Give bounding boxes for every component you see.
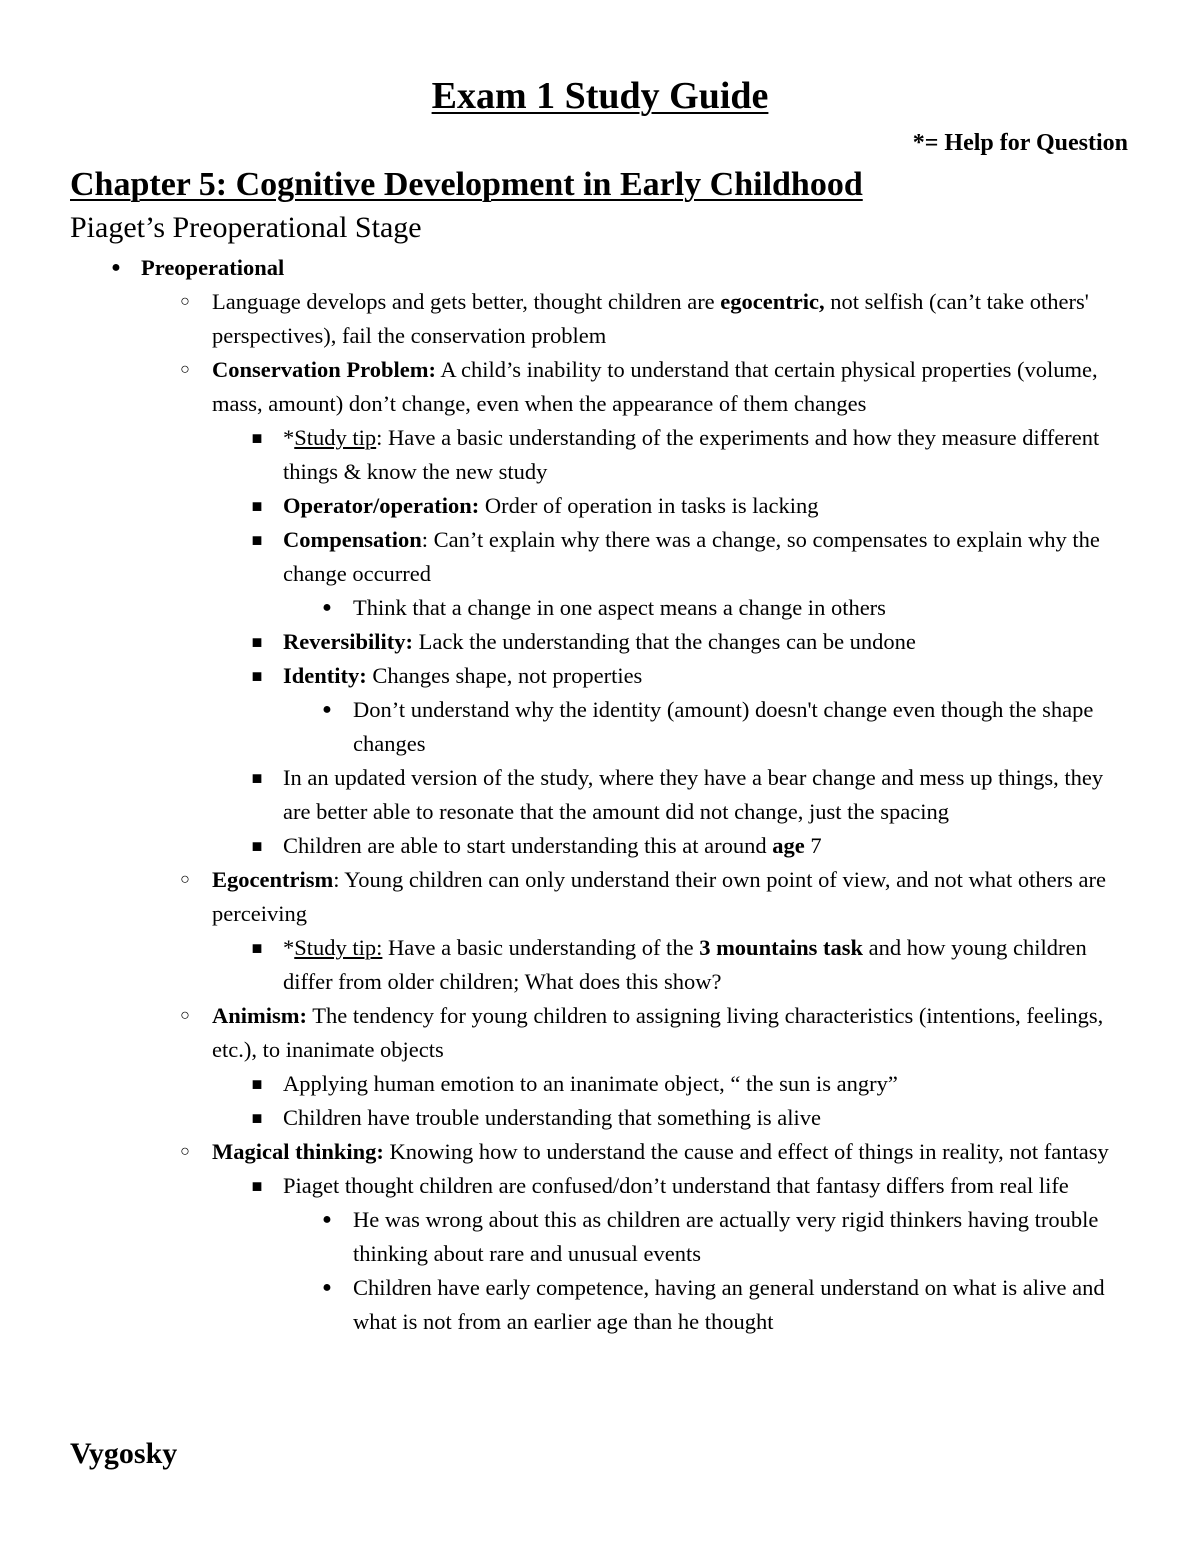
filled-square-bullet-icon: ■ xyxy=(251,666,263,686)
outline-item-text: Conservation Problem: xyxy=(212,357,436,382)
hollow-circle-bullet-icon: ○ xyxy=(180,293,190,310)
outline-item-text: Compensation xyxy=(283,527,422,552)
outline-item-text: and how young children differ from older children; What does this show? xyxy=(283,935,1087,994)
outline-list xyxy=(0,251,1200,1339)
outline-item-text: Operator/operation: xyxy=(283,493,480,518)
outline-item-text: Study tip xyxy=(294,425,377,450)
outline-item-text: not selfish (can’t take others' perspectives), fail the conservation problem xyxy=(212,289,1089,348)
footer-heading: Vygosky xyxy=(70,1437,178,1470)
filled-square-bullet-icon: ■ xyxy=(251,428,263,448)
filled-circle-bullet-icon: ● xyxy=(322,1279,332,1296)
outline-item-text: Animism: xyxy=(212,1003,307,1028)
outline-item xyxy=(0,625,1200,659)
outline-item-text: Order of operation in tasks is lacking xyxy=(479,493,819,518)
document-title: Exam 1 Study Guide xyxy=(431,75,769,117)
outline-item-text: * xyxy=(283,425,295,450)
filled-square-bullet-icon: ■ xyxy=(251,1176,263,1196)
outline-item xyxy=(0,1101,1200,1135)
filled-square-bullet-icon: ■ xyxy=(251,1108,263,1128)
outline-item xyxy=(0,1169,1200,1203)
outline-item xyxy=(0,761,1200,829)
outline-item-text: : Have a basic understanding of the experiments and how they measure different things & know the new study xyxy=(283,425,1100,484)
outline-item xyxy=(0,999,1200,1067)
outline-item xyxy=(0,659,1200,693)
outline-item-text: Children are able to start understanding this at around xyxy=(283,833,773,858)
outline-item xyxy=(0,489,1200,523)
outline-item-text: Changes shape, not properties xyxy=(366,663,643,688)
outline-item-text: Study tip: xyxy=(294,935,383,960)
outline-item-text: * xyxy=(283,935,295,960)
outline-item xyxy=(0,421,1200,489)
filled-circle-bullet-icon: ● xyxy=(111,259,121,276)
outline-item-text: Children have early competence, having an general understand on what is alive and what is not from an earlier age than he thought xyxy=(353,1275,1105,1334)
hollow-circle-bullet-icon: ○ xyxy=(180,361,190,378)
outline-item-text: age xyxy=(772,833,805,858)
outline-item-text: Think that a change in one aspect means a change in others xyxy=(353,595,886,620)
outline-item-text: 3 mountains task xyxy=(699,935,863,960)
outline-item-text: Don’t understand why the identity (amount) doesn't change even though the shape changes xyxy=(353,697,1094,756)
outline-item-text: Reversibility: xyxy=(283,629,413,654)
outline-item-text: A child’s inability to understand that certain physical properties (volume, mass, amount) don’t change, even when the appearance of them changes xyxy=(212,357,1098,416)
outline-item xyxy=(0,1067,1200,1101)
outline-item-text: Children have trouble understanding that something is alive xyxy=(283,1105,822,1130)
outline-item-text: Magical thinking: xyxy=(212,1139,384,1164)
hollow-circle-bullet-icon: ○ xyxy=(180,871,190,888)
outline-item-text: Lack the understanding that the changes can be undone xyxy=(412,629,916,654)
outline-item-text: egocentric, xyxy=(720,289,825,314)
outline-item xyxy=(0,523,1200,591)
chapter-heading: Chapter 5: Cognitive Development in Early Childhood xyxy=(70,166,863,203)
outline-item xyxy=(0,1203,1200,1271)
section-heading: Piaget’s Preoperational Stage xyxy=(70,211,422,244)
outline-item-text: He was wrong about this as children are actually very rigid thinkers having trouble thinking about rare and unusual events xyxy=(353,1207,1099,1266)
filled-square-bullet-icon: ■ xyxy=(251,836,263,856)
outline-item-text: Egocentrism xyxy=(212,867,334,892)
outline-item-text: Piaget thought children are confused/don’t understand that fantasy differs from real life xyxy=(283,1173,1069,1198)
outline-item xyxy=(0,693,1200,761)
filled-square-bullet-icon: ■ xyxy=(251,632,263,652)
filled-square-bullet-icon: ■ xyxy=(251,768,263,788)
outline-item-text: 7 xyxy=(804,833,822,858)
outline-item xyxy=(0,829,1200,863)
outline-item xyxy=(0,353,1200,421)
hollow-circle-bullet-icon: ○ xyxy=(180,1143,190,1160)
outline-item xyxy=(0,931,1200,999)
outline-item xyxy=(0,863,1200,931)
outline-item-text: Have a basic understanding of the xyxy=(382,935,700,960)
outline-item-text: : Young children can only understand their own point of view, and not what others are perceiving xyxy=(212,867,1106,926)
outline-item-text: : Can’t explain why there was a change, so compensates to explain why the change occurred xyxy=(283,527,1100,586)
filled-circle-bullet-icon: ● xyxy=(322,599,332,616)
filled-circle-bullet-icon: ● xyxy=(322,701,332,718)
filled-square-bullet-icon: ■ xyxy=(251,938,263,958)
outline-item-text: Knowing how to understand the cause and effect of things in reality, not fantasy xyxy=(383,1139,1109,1164)
hollow-circle-bullet-icon: ○ xyxy=(180,1007,190,1024)
filled-square-bullet-icon: ■ xyxy=(251,1074,263,1094)
outline-item-text: In an updated version of the study, where they have a bear change and mess up things, they are better able to resonate that the amount did not change, just the spacing xyxy=(283,765,1104,824)
outline-item xyxy=(0,591,1200,625)
outline-item-text: Language develops and gets better, thought children are xyxy=(212,289,721,314)
help-note: *= Help for Question xyxy=(912,130,1128,156)
outline-item-text: Identity: xyxy=(283,663,367,688)
filled-square-bullet-icon: ■ xyxy=(251,530,263,550)
outline-item-text: The tendency for young children to assigning living characteristics (intentions, feelings, etc.), to inanimate objects xyxy=(212,1003,1104,1062)
outline-item xyxy=(0,1271,1200,1339)
outline-item xyxy=(0,285,1200,353)
filled-circle-bullet-icon: ● xyxy=(322,1211,332,1228)
filled-square-bullet-icon: ■ xyxy=(251,496,263,516)
outline-item xyxy=(0,251,1200,285)
outline-item-text: Applying human emotion to an inanimate object, “ the sun is angry” xyxy=(283,1071,898,1096)
outline-item-text: Preoperational xyxy=(141,255,285,280)
outline-item xyxy=(0,1135,1200,1169)
